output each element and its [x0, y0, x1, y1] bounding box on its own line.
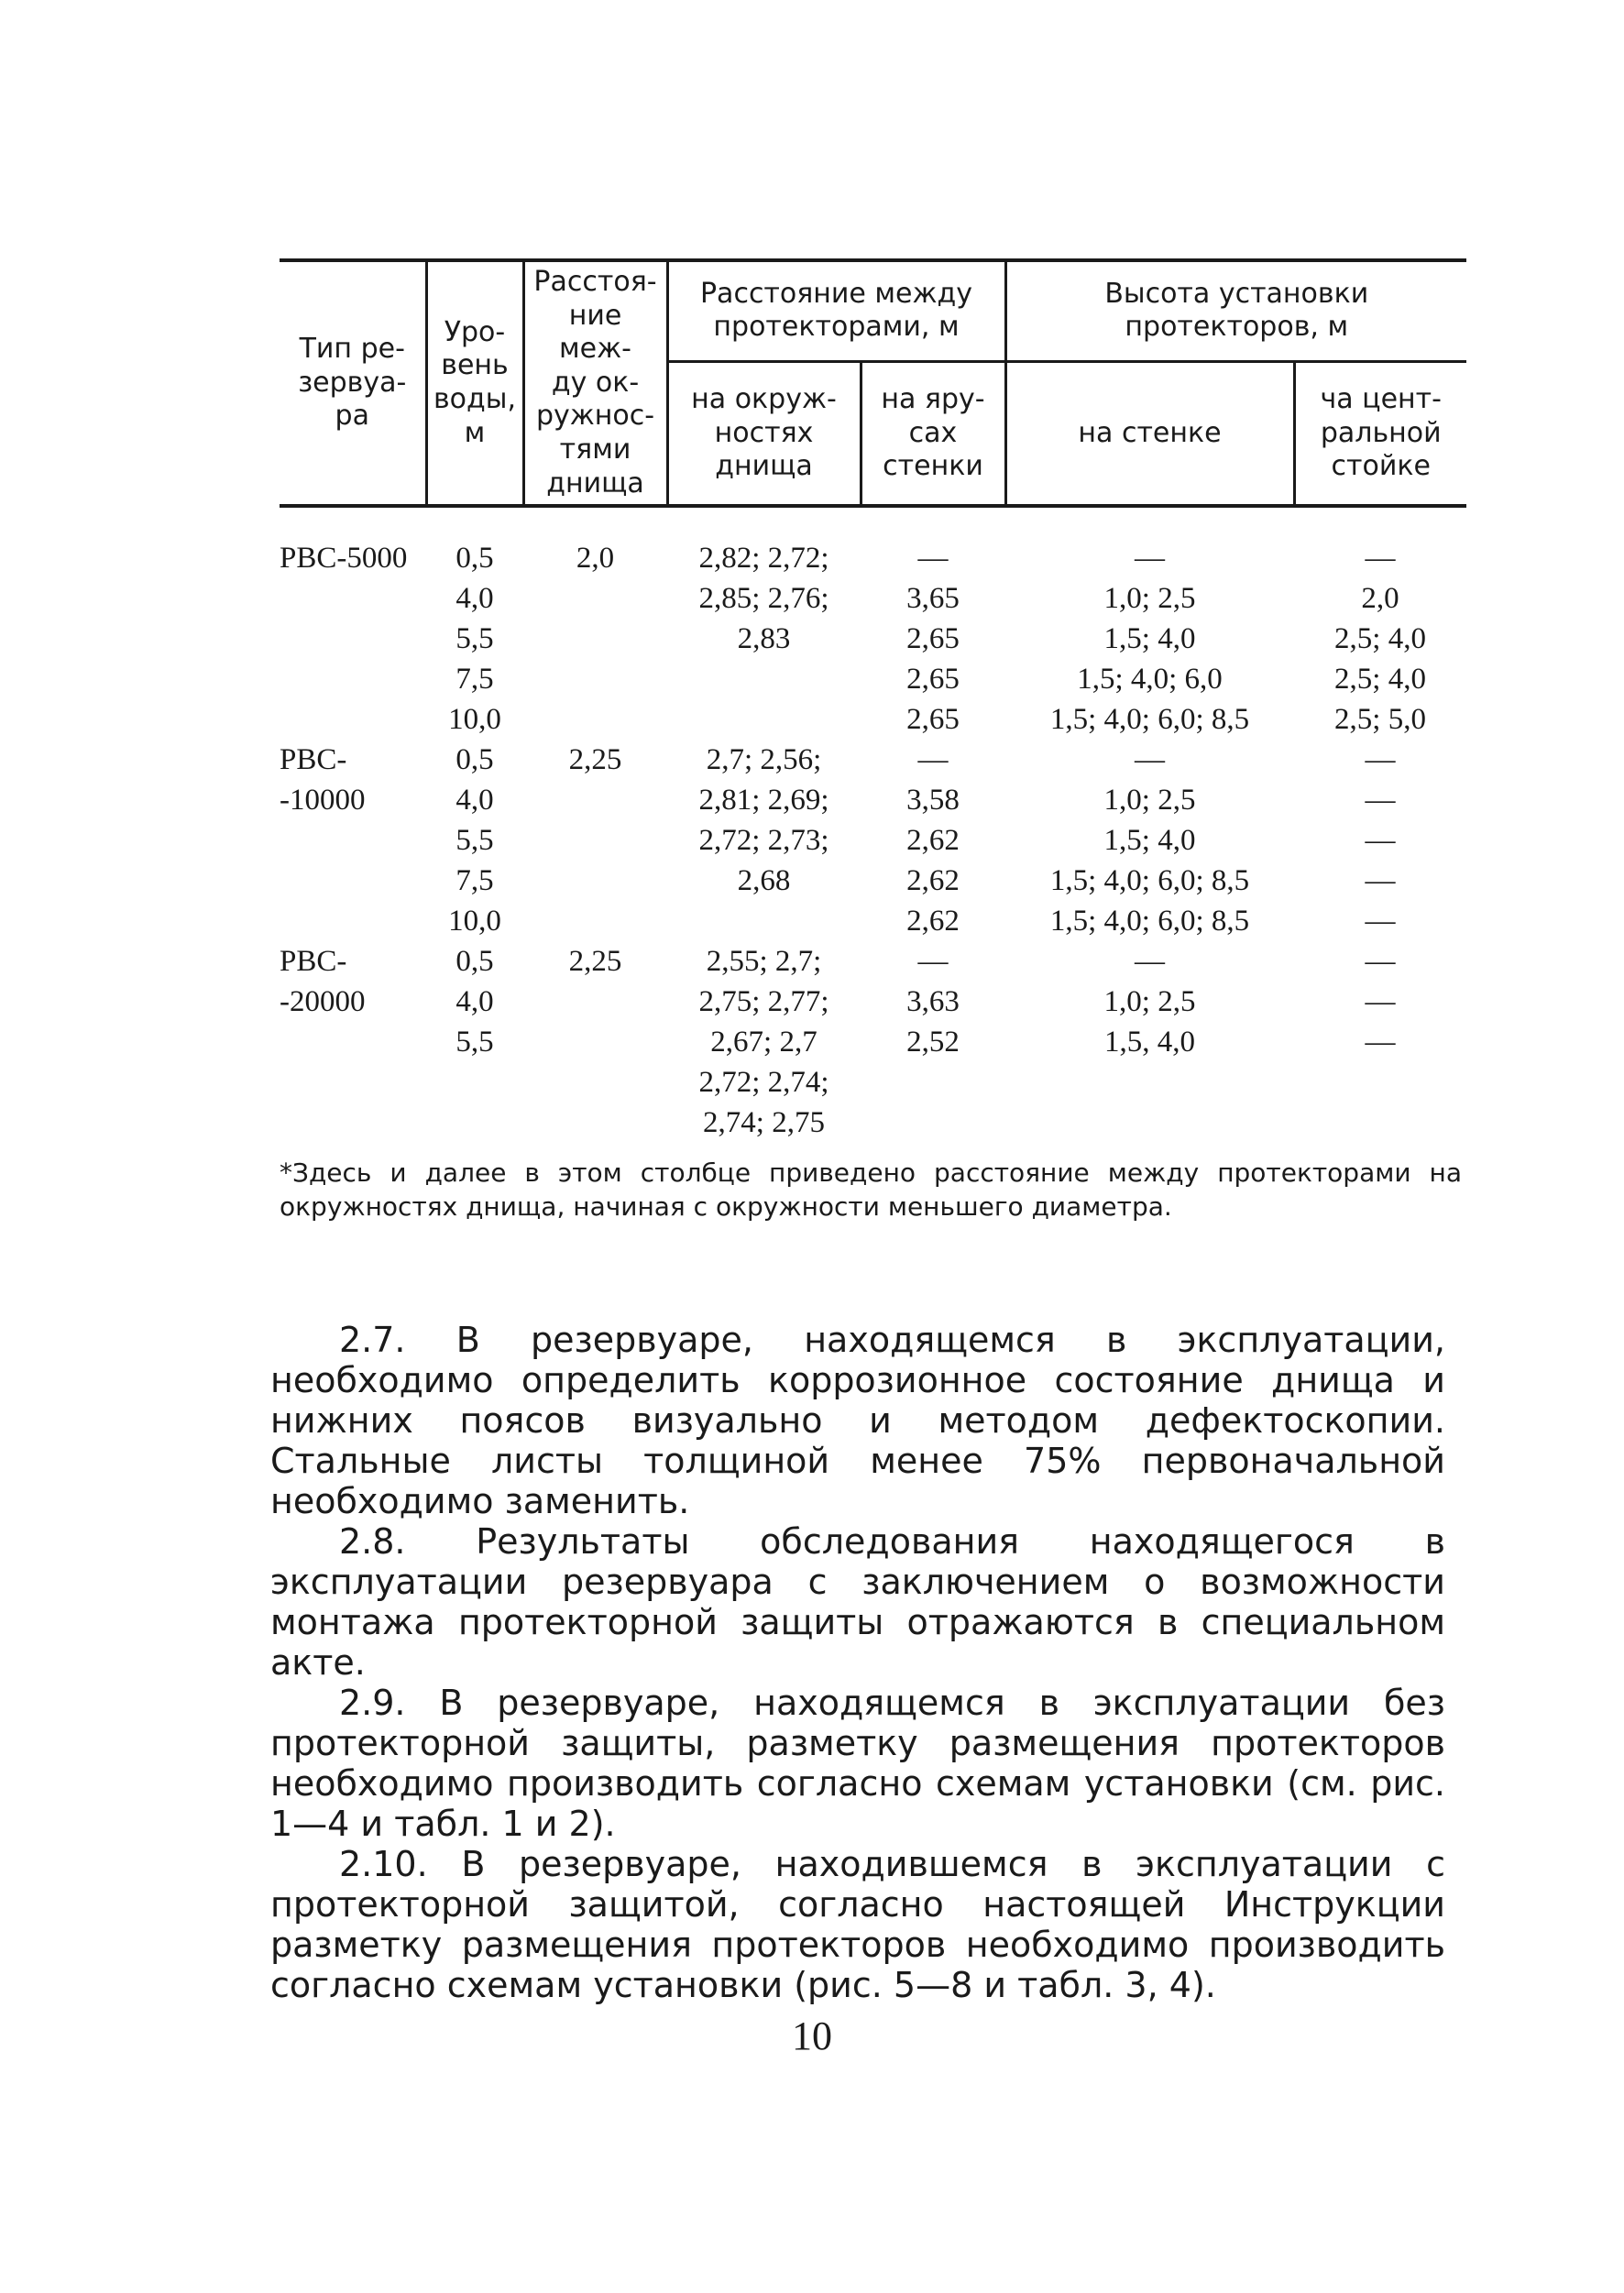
cell-bottom	[523, 621, 667, 662]
table-row	[280, 823, 1466, 863]
cell-level: 10,0	[448, 703, 501, 737]
cell-bottom	[523, 1065, 667, 1105]
cell-level: 5,5	[455, 824, 494, 858]
cell-tiers: —	[917, 743, 949, 777]
cell-circ: 2,85; 2,76;	[698, 582, 829, 616]
cell-post: 2,5; 5,0	[1334, 703, 1426, 737]
cell-type: РВС-	[280, 743, 347, 777]
cell-level	[426, 1065, 523, 1105]
cell-wall: 1,5; 4,0; 6,0; 8,5	[1049, 703, 1250, 737]
cell-level: 5,5	[455, 622, 494, 656]
cell-tiers: 3,58	[906, 784, 960, 817]
cell-bottom: 2,25	[568, 743, 622, 777]
table-row	[280, 621, 1466, 662]
cell-type	[280, 863, 426, 904]
cell-tiers: 2,62	[906, 905, 960, 938]
cell-bottom	[523, 662, 667, 702]
paragraph-2-8: 2.8. Результаты обследования находящегося в эксплуатации резервуара с заключением о возможности монтажа протекторной защиты отражаются в специальном акте.	[270, 1521, 1445, 1683]
cell-level: 0,5	[455, 945, 494, 979]
cell-type: -20000	[280, 985, 366, 1019]
cell-bottom	[523, 1105, 667, 1146]
cell-circ: 2,83	[737, 622, 791, 656]
cell-circ: 2,74; 2,75	[703, 1106, 825, 1140]
cell-circ: 2,82; 2,72;	[698, 542, 829, 576]
cell-bottom	[523, 1025, 667, 1065]
cell-tiers	[861, 1105, 1005, 1146]
cell-type	[280, 1065, 426, 1105]
cell-bottom	[523, 581, 667, 621]
cell-wall: —	[1135, 945, 1165, 979]
cell-wall: 1,5, 4,0	[1104, 1026, 1195, 1059]
cell-wall: 1,5; 4,0; 6,0	[1077, 663, 1223, 697]
cell-level: 5,5	[455, 1026, 494, 1059]
cell-post: —	[1365, 905, 1396, 938]
cell-circ: 2,67; 2,7	[710, 1026, 817, 1059]
table-row	[280, 1065, 1466, 1105]
cell-wall: —	[1135, 542, 1165, 576]
paragraph-2-7: 2.7. В резервуаре, находящемся в эксплуатации, необходимо определить коррозионное состояние днища и нижних поясов визуально и методом дефектоскопии. Стальные листы толщиной менее 75% первоначальной необходимо заменить.	[270, 1320, 1445, 1521]
cell-bottom	[523, 904, 667, 944]
cell-post: —	[1365, 1026, 1396, 1059]
table-row	[280, 944, 1466, 984]
cell-bottom: 2,25	[568, 945, 622, 979]
cell-wall: 1,5; 4,0; 6,0; 8,5	[1049, 864, 1250, 898]
cell-type	[280, 1105, 426, 1146]
cell-level: 7,5	[455, 663, 494, 697]
cell-tiers: 2,65	[906, 663, 960, 697]
table-row	[280, 1105, 1466, 1146]
header-install-height: Высота установки протекторов, м	[1005, 260, 1466, 361]
cell-wall: 1,0; 2,5	[1103, 582, 1196, 616]
cell-level: 7,5	[455, 864, 494, 898]
cell-post: —	[1365, 743, 1396, 777]
table-row	[280, 984, 1466, 1025]
cell-bottom	[523, 783, 667, 823]
cell-tiers: 2,65	[906, 703, 960, 737]
cell-level: 4,0	[455, 784, 494, 817]
cell-circ	[667, 702, 861, 742]
cell-type: РВС-	[280, 945, 347, 979]
cell-wall	[1005, 1065, 1294, 1105]
footnote: *Здесь и далее в этом столбце приведено расстояние между протекторами на окружностях днища, начиная с окружности меньшего диаметра.	[280, 1157, 1462, 1222]
cell-circ: 2,72; 2,73;	[698, 824, 829, 858]
table-row	[280, 662, 1466, 702]
header-tank-type: Тип ре- зервуа- ра	[280, 260, 426, 506]
cell-tiers	[861, 1065, 1005, 1105]
table-row	[280, 783, 1466, 823]
header-height-wall: на стенке	[1005, 361, 1294, 506]
cell-post: —	[1365, 985, 1396, 1019]
cell-level: 4,0	[455, 985, 494, 1019]
cell-wall: 1,5; 4,0	[1103, 622, 1196, 656]
cell-tiers: 2,52	[906, 1026, 960, 1059]
cell-circ: 2,55; 2,7;	[706, 945, 822, 979]
header-height-post: ча цент- ральной стойке	[1294, 361, 1466, 506]
paragraph-2-9: 2.9. В резервуаре, находящемся в эксплуатации без протекторной защиты, разметку размещения протекторов необходимо производить согласно схемам установки (см. рис. 1—4 и табл. 1 и 2).	[270, 1683, 1445, 1844]
cell-tiers: 2,65	[906, 622, 960, 656]
cell-post: —	[1365, 945, 1396, 979]
cell-wall: 1,0; 2,5	[1103, 985, 1196, 1019]
cell-bottom: 2,0	[576, 542, 615, 576]
cell-type	[280, 904, 426, 944]
cell-level: 0,5	[455, 743, 494, 777]
table-row	[280, 1025, 1466, 1065]
cell-post: 2,5; 4,0	[1334, 622, 1426, 656]
cell-bottom	[523, 702, 667, 742]
cell-post: —	[1365, 824, 1396, 858]
cell-type: РВС-5000	[280, 542, 408, 576]
cell-tiers: 3,63	[906, 985, 960, 1019]
cell-type: -10000	[280, 784, 366, 817]
cell-type	[280, 702, 426, 742]
cell-post	[1294, 1065, 1466, 1105]
cell-circ: 2,7; 2,56;	[706, 743, 822, 777]
header-dist-circles: на окруж- ностях днища	[667, 361, 861, 506]
cell-circ	[667, 662, 861, 702]
cell-wall: —	[1135, 743, 1165, 777]
cell-circ	[667, 904, 861, 944]
cell-level: 0,5	[455, 542, 494, 576]
cell-circ: 2,75; 2,77;	[698, 985, 829, 1019]
table-row	[280, 702, 1466, 742]
table-row	[280, 863, 1466, 904]
cell-tiers: 2,62	[906, 824, 960, 858]
cell-type	[280, 662, 426, 702]
cell-bottom	[523, 823, 667, 863]
table-row	[280, 742, 1466, 783]
table-body	[280, 506, 1466, 1146]
cell-level	[426, 1105, 523, 1146]
header-bottom-distance: Расстоя- ние меж- ду ок- ружнос- тями днища	[523, 260, 667, 506]
cell-tiers: 2,62	[906, 864, 960, 898]
cell-level: 4,0	[455, 582, 494, 616]
protector-table	[280, 258, 1466, 1146]
cell-circ: 2,81; 2,69;	[698, 784, 829, 817]
cell-circ: 2,68	[737, 864, 791, 898]
cell-level: 10,0	[448, 905, 501, 938]
header-protector-distance: Расстояние между протекторами, м	[667, 260, 1005, 361]
cell-type	[280, 581, 426, 621]
cell-circ: 2,72; 2,74;	[698, 1066, 829, 1100]
page-number: 10	[792, 2013, 832, 2058]
table-row	[280, 904, 1466, 944]
cell-wall: 1,5; 4,0; 6,0; 8,5	[1049, 905, 1250, 938]
cell-bottom	[523, 863, 667, 904]
cell-bottom	[523, 984, 667, 1025]
cell-post	[1294, 1105, 1466, 1146]
header-water-level: Уро- вень воды, м	[426, 260, 523, 506]
header-dist-tiers: на яру- сах стенки	[861, 361, 1005, 506]
paragraph-2-10: 2.10. В резервуаре, находившемся в эксплуатации с протекторной защитой, согласно настоящей Инструкции разметку размещения протекторов необходимо производить согласно схемам установки (рис. 5—8 и табл. 3, 4).	[270, 1844, 1445, 2005]
cell-post: —	[1365, 784, 1396, 817]
cell-type	[280, 1025, 426, 1065]
cell-wall: 1,0; 2,5	[1103, 784, 1196, 817]
cell-wall	[1005, 1105, 1294, 1146]
cell-type	[280, 621, 426, 662]
cell-post: —	[1365, 864, 1396, 898]
cell-post: 2,0	[1361, 582, 1399, 616]
table-row	[280, 506, 1466, 581]
cell-wall: 1,5; 4,0	[1103, 824, 1196, 858]
cell-type	[280, 823, 426, 863]
cell-post: 2,5; 4,0	[1334, 663, 1426, 697]
cell-post: —	[1365, 542, 1396, 576]
cell-tiers: —	[917, 945, 949, 979]
table-row	[280, 581, 1466, 621]
cell-tiers: 3,65	[906, 582, 960, 616]
body-text	[270, 1320, 1445, 2005]
cell-tiers: —	[917, 542, 949, 576]
